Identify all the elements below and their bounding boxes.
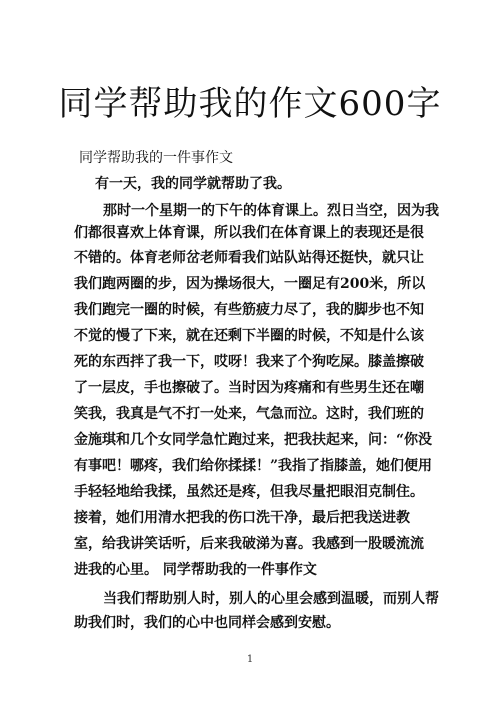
paragraph-line: 笑我，我真是气不打一处来，气急而泣。这时，我们班的 [74, 406, 424, 422]
paragraph-line: 死的东西拌了我一下，哎呀！我来了个狗吃屎。膝盖擦破 [74, 354, 424, 370]
paragraph-line: 手轻轻地给我揉，虽然还是疼，但我尽量把眼泪克制住。 [74, 484, 424, 500]
paragraph-line: 接着，她们用清水把我的伤口洗干净，最后把我送进教 [74, 510, 410, 526]
paragraph-line: 我们跑完一圈的时候，有些筋疲力尽了，我的脚步也不知 [74, 302, 424, 318]
document-subtitle: 同学帮助我的一件事作文 [79, 150, 233, 166]
paragraph-line: 那时一个星期一的下午的体育课上。烈日当空，因为我 [103, 203, 439, 219]
paragraph-line: 我们跑两圈的步，因为操场很大，一圈足有200米，所以 [74, 276, 426, 292]
paragraph-line: 当我们帮助别人时，别人的心里会感到温暖，而别人帮 [103, 591, 439, 607]
paragraph-line: 室，给我讲笑话听，后来我破涕为喜。我感到一股暖流流 [74, 536, 424, 552]
page-number: 1 [246, 654, 254, 665]
paragraph-line: 有一天，我的同学就帮助了我。 [95, 176, 291, 192]
paragraph-line: 不错的。体育老师岔老师看我们站队站得还挺快，就只让 [74, 250, 424, 266]
document-title: 同学帮助我的作文600字 [58, 84, 442, 124]
paragraph-line: 有事吧！哪疼，我们给你揉揉！”我指了指膝盖，她们便用 [74, 458, 433, 474]
paragraph-line: 助我们时，我们的心中也同样会感到安慰。 [74, 615, 340, 631]
paragraph-line: 了一层皮，手也擦破了。当时因为疼痛和有些男生还在嘲 [74, 380, 424, 396]
paragraph-line: 金施琪和几个女同学急忙跑过来，把我扶起来，问：“你没 [74, 432, 433, 448]
paragraph-line: 进我的心里。 同学帮助我的一件事作文 [74, 562, 317, 578]
paragraph-line: 不觉的慢了下来，就在还剩下半圈的时候，不知是什么该 [74, 328, 424, 344]
paragraph-line: 们都很喜欢上体育课，所以我们在体育课上的表现还是很 [74, 225, 424, 241]
